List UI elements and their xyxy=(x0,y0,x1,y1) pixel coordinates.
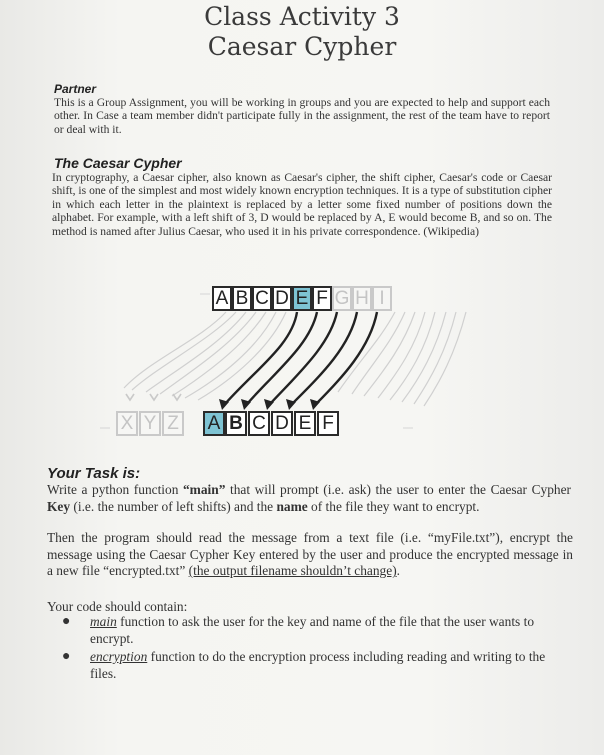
task-p1-text-c: (i.e. the number of left shifts) and the xyxy=(70,498,277,514)
ciphertext-letter-cell: D xyxy=(271,411,293,436)
task-p1-text-b: that will prompt (i.e. ask) the user to enter the Caesar Cypher xyxy=(225,482,571,497)
plaintext-letter-cell: H xyxy=(352,286,372,311)
plaintext-letter-cell: I xyxy=(372,286,392,311)
task-paragraph-1 xyxy=(47,482,571,515)
ciphertext-letter-cell: Y xyxy=(139,411,161,436)
ciphertext-letter-cell: C xyxy=(248,411,270,436)
plaintext-letter-cell: G xyxy=(332,286,352,311)
caesar-heading: The Caesar Cypher xyxy=(54,155,182,171)
plaintext-letter-cell: B xyxy=(232,286,252,311)
list-item-main xyxy=(90,614,566,647)
task-p1-key: Key xyxy=(47,498,71,514)
task-heading: Your Task is: xyxy=(47,465,141,482)
task-p1-text-d: of the file they want to encrypt. xyxy=(307,498,480,514)
faded-arrow-heads xyxy=(126,394,181,400)
plaintext-letter-cell: F xyxy=(312,286,332,311)
caesar-text: In cryptography, a Caesar cipher, also known as Caesar's cipher, the shift cipher, Caesar's code or Caesar shift, is one of the simplest and most widely known encryption techniques. It is a type of substitution cipher in which each letter in the plaintext is replaced by a letter some fixed number of positions down the alphabet. For example, with a left shift of 3, D would be replaced by A, E would become B, and so on. The method is named after Julius Caesar, who used it in his private correspondence. (Wikipedia) xyxy=(52,171,552,238)
partner-heading: Partner xyxy=(54,82,97,96)
list-item-main-text: function to ask the user for the key and name of the file that the user wants to encrypt. xyxy=(90,614,535,646)
row-end-dashes xyxy=(100,294,413,428)
task-p2-underlined: (the output filename shouldn’t change) xyxy=(188,563,397,579)
page-title: Class Activity 3 xyxy=(204,2,400,31)
ciphertext-letter-cell: E xyxy=(294,411,316,436)
task-p2-end: . xyxy=(396,563,401,579)
list-item-encryption-text: function to do the encryption process including reading and writing to the files. xyxy=(90,649,546,681)
page-subtitle: Caesar Cypher xyxy=(207,32,397,61)
plaintext-letter-cell: D xyxy=(272,286,292,311)
task-p1-main: “main” xyxy=(182,482,226,497)
ciphertext-letter-cell: X xyxy=(116,411,138,436)
plaintext-letter-cell: E xyxy=(292,286,312,311)
task-p2-text: Then the program should read the message from a text file (i.e. “myFile.txt”), encrypt the message using the Caesar Cypher Key entered by the user and produce the encrypted message in a new file “encrypted.txt” xyxy=(47,530,573,579)
list-item-encryption xyxy=(90,649,566,682)
plaintext-letter-cell: C xyxy=(252,286,272,311)
plaintext-letter-cell: A xyxy=(212,286,232,311)
list-item-main-fn: main xyxy=(90,614,117,629)
ciphertext-letter-cell: F xyxy=(317,411,339,436)
ciphertext-letter-cell: B xyxy=(225,411,247,436)
partner-text: This is a Group Assignment, you will be working in groups and you are expected to help and support each other. In Case a team member didn't participate fully in the assignment, the rest of the team have to report or deal with it. xyxy=(54,96,550,136)
code-heading: Your code should contain: xyxy=(47,599,188,614)
shift-arrow-heads xyxy=(219,399,320,410)
ciphertext-letter-cell: A xyxy=(203,411,225,436)
task-p1-name: name xyxy=(276,498,308,514)
task-paragraph-2 xyxy=(47,530,573,580)
faded-shift-lines xyxy=(124,312,466,406)
task-p1-text-a: Write a python function xyxy=(47,482,183,497)
ciphertext-letter-cell: Z xyxy=(162,411,184,436)
list-item-encryption-fn: encryption xyxy=(90,649,148,664)
bullet-icon: ● xyxy=(62,614,71,629)
bullet-icon: ● xyxy=(62,649,71,664)
